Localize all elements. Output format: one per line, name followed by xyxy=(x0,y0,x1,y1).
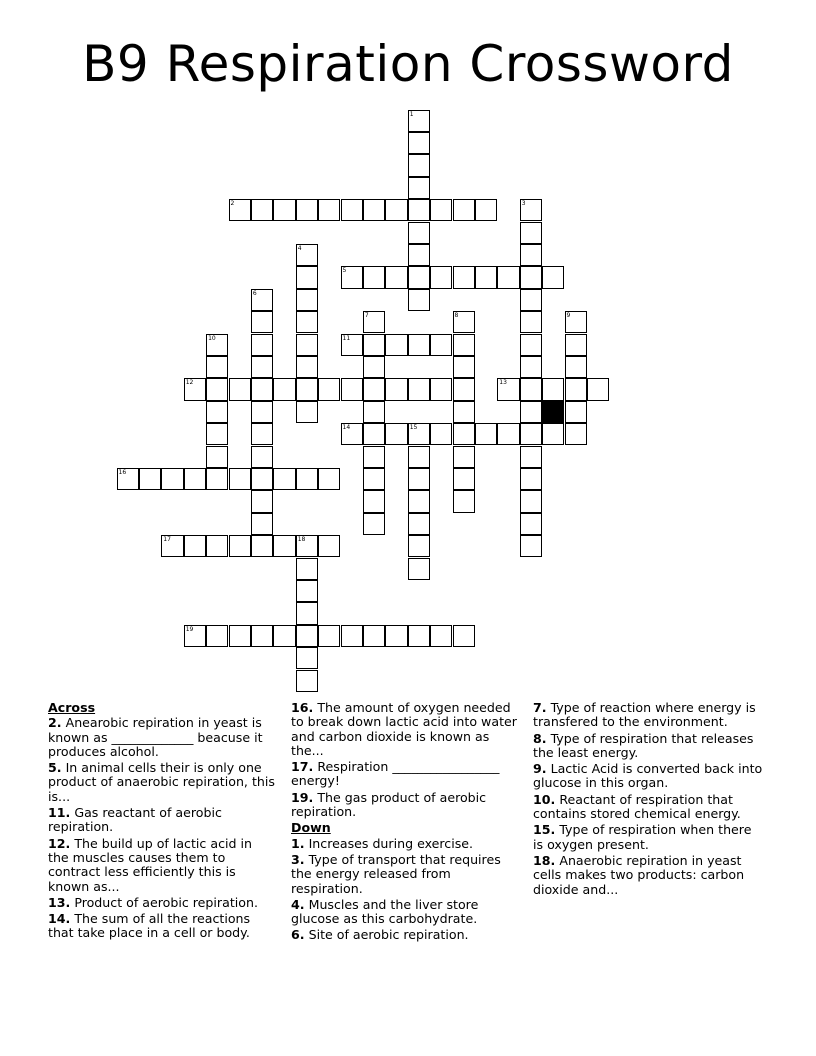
crossword-cell[interactable] xyxy=(430,378,452,400)
crossword-cell[interactable] xyxy=(408,222,430,244)
crossword-cell[interactable] xyxy=(273,378,295,400)
crossword-cell[interactable] xyxy=(184,625,206,647)
clue-down-8: 8. Type of respiration that releases the least energy. xyxy=(533,730,754,760)
crossword-cell[interactable] xyxy=(475,266,497,288)
crossword-cell[interactable] xyxy=(408,378,430,400)
crossword-cell[interactable] xyxy=(453,266,475,288)
crossword-cell[interactable] xyxy=(296,244,318,266)
crossword-cell[interactable] xyxy=(430,266,452,288)
crossword-cell[interactable] xyxy=(408,625,430,647)
crossword-cell[interactable] xyxy=(363,356,385,378)
crossword-cell[interactable] xyxy=(408,468,430,490)
crossword-cell[interactable] xyxy=(341,378,363,400)
crossword-cell[interactable] xyxy=(363,311,385,333)
crossword-cell[interactable] xyxy=(184,468,206,490)
crossword-cell[interactable] xyxy=(184,378,206,400)
clue-number: 15 xyxy=(409,424,418,432)
clue-across-11: 11. Gas reactant of aerobic repiration. xyxy=(48,805,222,835)
crossword-cell[interactable] xyxy=(363,513,385,535)
crossword-cell[interactable] xyxy=(408,558,430,580)
crossword-cell[interactable] xyxy=(251,468,273,490)
crossword-cell[interactable] xyxy=(363,199,385,221)
clue-across-2: 2. Anearobic repiration in yeast is known as _____________ beacuse it produces alcohol. xyxy=(48,715,263,759)
clue-down-9: 9. Lactic Acid is converted back into glucose in this organ. xyxy=(533,761,763,791)
crossword-cell[interactable] xyxy=(229,625,251,647)
crossword-cell[interactable] xyxy=(520,311,542,333)
clue-number: 3 xyxy=(521,200,526,208)
clue-number: 1 xyxy=(409,110,414,118)
crossword-cell[interactable] xyxy=(273,625,295,647)
crossword-cell[interactable] xyxy=(296,558,318,580)
crossword-cell[interactable] xyxy=(296,378,318,400)
crossword-cell[interactable] xyxy=(206,446,228,468)
crossword-cell[interactable] xyxy=(251,490,273,512)
crossword-cell[interactable] xyxy=(229,378,251,400)
clue-number: 19 xyxy=(185,625,194,633)
crossword-cell[interactable] xyxy=(296,401,318,423)
crossword-cell[interactable] xyxy=(318,625,340,647)
crossword-cell[interactable] xyxy=(206,423,228,445)
crossword-cell[interactable] xyxy=(341,334,363,356)
crossword-cell[interactable] xyxy=(341,266,363,288)
crossword-cell[interactable] xyxy=(520,423,542,445)
clue-across-14: 14. The sum of all the reactions that take place in a cell or body. xyxy=(48,911,251,941)
crossword-cell[interactable] xyxy=(296,580,318,602)
clue-down-3: 3. Type of transport that requires the energy released from respiration. xyxy=(291,851,501,896)
crossword-cell[interactable] xyxy=(363,401,385,423)
crossword-cell[interactable] xyxy=(206,334,228,356)
clue-number: 2 xyxy=(230,200,235,208)
crossword-cell[interactable] xyxy=(565,401,587,423)
crossword-cell[interactable] xyxy=(296,625,318,647)
clue-number: 6 xyxy=(252,289,257,297)
crossword-cell[interactable] xyxy=(251,513,273,535)
crossword-cell[interactable] xyxy=(296,289,318,311)
crossword-cell[interactable] xyxy=(363,378,385,400)
crossword-cell[interactable] xyxy=(520,289,542,311)
clues-column-3 xyxy=(533,701,763,899)
crossword-cell[interactable] xyxy=(408,513,430,535)
crossword-cell[interactable] xyxy=(273,199,295,221)
crossword-cell[interactable] xyxy=(296,647,318,669)
crossword-cell[interactable] xyxy=(229,199,251,221)
clue-across-16: 16. The amount of oxygen needed to break down lactic acid into water and carbon dioxide is known as the... xyxy=(291,700,517,758)
crossword-cell[interactable] xyxy=(296,670,318,692)
crossword-cell[interactable] xyxy=(430,625,452,647)
crossword-cell[interactable] xyxy=(206,356,228,378)
crossword-cell[interactable] xyxy=(497,378,519,400)
crossword-cell[interactable] xyxy=(542,423,564,445)
crossword-cell[interactable] xyxy=(520,199,542,221)
clues-column-2 xyxy=(291,701,523,945)
crossword-cell[interactable] xyxy=(318,535,340,557)
crossword-cell[interactable] xyxy=(497,266,519,288)
crossword-cell[interactable] xyxy=(363,490,385,512)
crossword-cell[interactable] xyxy=(408,446,430,468)
crossword-cell[interactable] xyxy=(296,356,318,378)
crossword-cell[interactable] xyxy=(251,446,273,468)
crossword-cell[interactable] xyxy=(542,378,564,400)
crossword-cell[interactable] xyxy=(206,401,228,423)
crossword-cell[interactable] xyxy=(520,490,542,512)
crossword-cell[interactable] xyxy=(296,535,318,557)
crossword-cell[interactable] xyxy=(408,177,430,199)
crossword-cell[interactable] xyxy=(497,423,519,445)
clue-number: 18 xyxy=(297,536,306,544)
crossword-cell[interactable] xyxy=(520,468,542,490)
crossword-cell[interactable] xyxy=(453,356,475,378)
clue-across-19: 19. The gas product of aerobic repiration. xyxy=(291,789,487,820)
crossword-cell[interactable] xyxy=(408,423,430,445)
crossword-cell[interactable] xyxy=(520,535,542,557)
crossword-cell[interactable] xyxy=(363,423,385,445)
crossword-cell[interactable] xyxy=(453,378,475,400)
crossword-cell[interactable] xyxy=(408,154,430,176)
crossword-cell[interactable] xyxy=(430,334,452,356)
crossword-cell[interactable] xyxy=(453,625,475,647)
crossword-cell[interactable] xyxy=(408,110,430,132)
crossword-cell[interactable] xyxy=(184,535,206,557)
clue-down-4: 4. Muscles and the liver store glucose as this carbohydrate. xyxy=(291,896,479,927)
clue-number: 8 xyxy=(454,312,459,320)
crossword-cell[interactable] xyxy=(251,289,273,311)
crossword-cell[interactable] xyxy=(251,378,273,400)
crossword-cell[interactable] xyxy=(296,266,318,288)
clue-number: 10 xyxy=(208,334,216,342)
crossword-cell[interactable] xyxy=(385,199,407,221)
crossword-cell[interactable] xyxy=(296,311,318,333)
crossword-cell[interactable] xyxy=(139,468,161,490)
crossword-cell[interactable] xyxy=(520,334,542,356)
clue-down-18: 18. Anaerobic repiration in yeast cells makes two products: carbon dioxide and... xyxy=(533,852,745,897)
crossword-cell[interactable] xyxy=(341,423,363,445)
crossword-cell[interactable] xyxy=(520,244,542,266)
crossword-cell[interactable] xyxy=(385,625,407,647)
crossword-cell[interactable] xyxy=(475,199,497,221)
crossword-cell[interactable] xyxy=(408,132,430,154)
crossword-cell[interactable] xyxy=(296,602,318,624)
crossword-cell[interactable] xyxy=(520,513,542,535)
crossword-cell[interactable] xyxy=(318,199,340,221)
crossword-cell[interactable] xyxy=(385,334,407,356)
crossword-cell[interactable] xyxy=(251,625,273,647)
crossword-cell[interactable] xyxy=(408,490,430,512)
crossword-cell[interactable] xyxy=(408,289,430,311)
crossword-cell[interactable] xyxy=(229,535,251,557)
clue-number: 11 xyxy=(342,334,351,342)
crossword-cell[interactable] xyxy=(296,199,318,221)
clue-across-12: 12. The build up of lactic acid in the muscles causes them to contract less efficiently this is known as... xyxy=(48,835,252,894)
crossword-cell[interactable] xyxy=(251,311,273,333)
clue-number: 16 xyxy=(118,468,127,476)
crossword-cell[interactable] xyxy=(363,468,385,490)
crossword-cell[interactable] xyxy=(385,378,407,400)
crossword-cell[interactable] xyxy=(318,378,340,400)
crossword-cell[interactable] xyxy=(408,244,430,266)
crossword-cell[interactable] xyxy=(520,401,542,423)
clue-number: 14 xyxy=(342,424,351,432)
crossword-cell[interactable] xyxy=(251,356,273,378)
crossword-cell[interactable] xyxy=(565,378,587,400)
crossword-cell[interactable] xyxy=(363,625,385,647)
clue-down-6: 6. Site of aerobic repiration. xyxy=(291,927,469,943)
crossword-cell[interactable] xyxy=(453,490,475,512)
crossword-cell[interactable] xyxy=(453,423,475,445)
clue-number: 17 xyxy=(163,536,171,544)
page-title: B9 Respiration Crossword xyxy=(82,35,734,93)
crossword-cell[interactable] xyxy=(565,311,587,333)
crossword-cell[interactable] xyxy=(565,423,587,445)
crossword-cell[interactable] xyxy=(341,199,363,221)
crossword-cell[interactable] xyxy=(520,222,542,244)
clue-down-7: 7. Type of reaction where energy is transfered to the environment. xyxy=(533,700,756,730)
clue-across-17: 17. Respiration _________________ energy! xyxy=(291,759,500,789)
crossword-cell[interactable] xyxy=(565,356,587,378)
crossword-cell[interactable] xyxy=(385,266,407,288)
black-square xyxy=(542,401,564,423)
crossword-cell[interactable] xyxy=(408,334,430,356)
crossword-cell[interactable] xyxy=(453,334,475,356)
across-heading: Across xyxy=(48,700,96,715)
crossword-cell[interactable] xyxy=(251,199,273,221)
crossword-cell[interactable] xyxy=(296,468,318,490)
crossword-cell[interactable] xyxy=(251,334,273,356)
clue-number: 4 xyxy=(297,244,302,252)
crossword-cell[interactable] xyxy=(363,334,385,356)
crossword-cell[interactable] xyxy=(363,266,385,288)
crossword-cell[interactable] xyxy=(520,356,542,378)
crossword-cell[interactable] xyxy=(430,423,452,445)
crossword-cell[interactable] xyxy=(453,311,475,333)
down-heading: Down xyxy=(291,820,331,836)
crossword-cell[interactable] xyxy=(475,423,497,445)
crossword-cell[interactable] xyxy=(318,468,340,490)
crossword-cell[interactable] xyxy=(161,535,183,557)
clues-column-1 xyxy=(48,701,276,943)
crossword-cell[interactable] xyxy=(251,423,273,445)
crossword-cell[interactable] xyxy=(251,535,273,557)
crossword-cell[interactable] xyxy=(587,378,609,400)
crossword-cell[interactable] xyxy=(408,266,430,288)
crossword-cell[interactable] xyxy=(408,535,430,557)
crossword-cell[interactable] xyxy=(206,625,228,647)
crossword-cell[interactable] xyxy=(385,423,407,445)
crossword-cell[interactable] xyxy=(453,446,475,468)
clue-number: 7 xyxy=(364,312,369,320)
crossword-cell[interactable] xyxy=(453,468,475,490)
crossword-cell[interactable] xyxy=(206,378,228,400)
crossword-cell[interactable] xyxy=(161,468,183,490)
clue-down-10: 10. Reactant of respiration that contains stored chemical energy. xyxy=(533,791,741,822)
crossword-cell[interactable] xyxy=(453,401,475,423)
clue-number: 9 xyxy=(566,312,571,320)
clue-number: 12 xyxy=(185,379,194,387)
clue-across-13: 13. Product of aerobic repiration. xyxy=(48,894,258,910)
crossword-cell[interactable] xyxy=(408,199,430,221)
crossword-cell[interactable] xyxy=(341,625,363,647)
crossword-cell[interactable] xyxy=(565,334,587,356)
crossword-cell[interactable] xyxy=(542,266,564,288)
crossword-cell[interactable] xyxy=(520,378,542,400)
clue-number: 5 xyxy=(342,267,347,275)
crossword-cell[interactable] xyxy=(206,535,228,557)
crossword-cell[interactable] xyxy=(117,468,139,490)
clue-down-1: 1. Increases during exercise. xyxy=(291,835,474,851)
crossword-cell[interactable] xyxy=(520,446,542,468)
clue-down-15: 15. Type of respiration when there is oxygen present. xyxy=(533,822,752,852)
crossword-cell[interactable] xyxy=(453,199,475,221)
crossword-cell[interactable] xyxy=(363,446,385,468)
crossword-cell[interactable] xyxy=(273,535,295,557)
crossword-cell[interactable] xyxy=(273,468,295,490)
clue-number: 13 xyxy=(499,379,507,387)
crossword-cell[interactable] xyxy=(296,334,318,356)
crossword-cell[interactable] xyxy=(520,266,542,288)
clue-across-5: 5. In animal cells their is only one product of anaerobic repiration, this is... xyxy=(48,760,275,804)
crossword-cell[interactable] xyxy=(206,468,228,490)
crossword-cell[interactable] xyxy=(251,401,273,423)
crossword-cell[interactable] xyxy=(430,199,452,221)
crossword-cell[interactable] xyxy=(229,468,251,490)
